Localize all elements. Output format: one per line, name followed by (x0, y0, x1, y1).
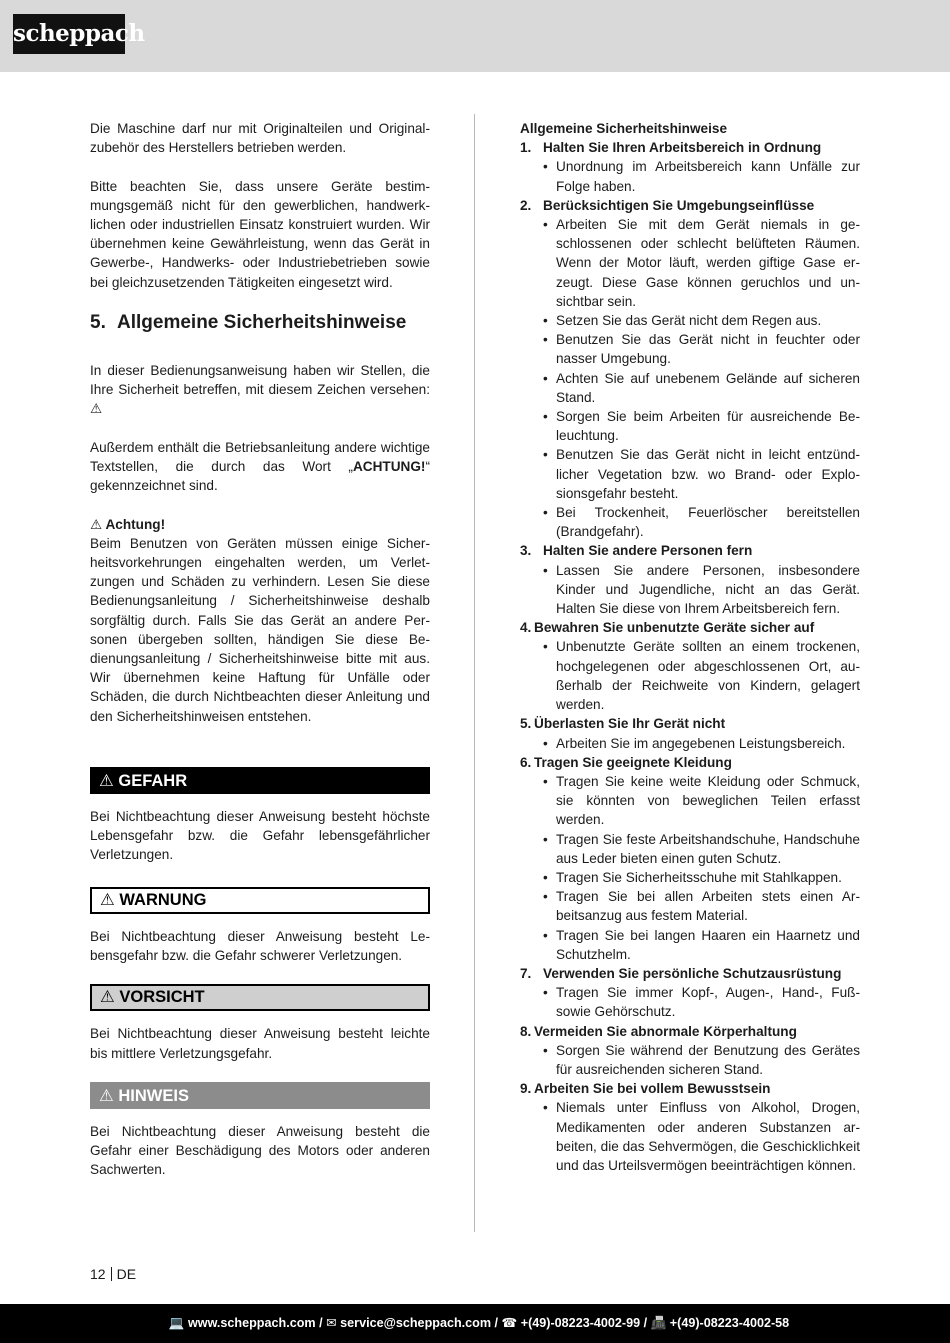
item-number: 1. (520, 140, 532, 156)
paragraph: Bitte beachten Sie, dass unsere Geräte bestimmungsgemäß nicht für den gewerblichen, handwerklichen oder industriellen Einsatz konstruiert wurden. Wir übernehmen keine Gewährleistung, wenn das Gerät in Gewerbe-, Handwerks- oder Industriebetrieben sowie bei gleichzusetzenden Tätigkeiten eingesetzt wird. (90, 178, 430, 290)
bullet-text: Tragen Sie keine weite Kleidung oder Schmuck, sie könnten von beweglichen Teilen erfasst werden. (556, 773, 860, 828)
bullet-list (520, 772, 860, 964)
list-item (543, 215, 860, 311)
list-item (543, 772, 860, 830)
bullet-text: Unordnung im Arbeitsbereich kann Unfälle zur Folge haben. (556, 159, 860, 194)
bullet-text: Unbenutzte Geräte sollten an einem trockenen, hochgelegenen oder abgeschlossenen Ort, außerhalb der Reichweite von Kindern, gelagert werden. (556, 639, 860, 713)
bullet-dot: • (543, 409, 548, 425)
numbered-item (520, 1022, 860, 1080)
right-title: Allgemeine Sicherheitshinweise (520, 121, 727, 136)
list-item (543, 637, 860, 714)
bullet-list (520, 1098, 860, 1175)
bullet-dot: • (543, 639, 548, 655)
header-band (0, 0, 950, 72)
numbered-item-heading (520, 541, 860, 560)
list-item (543, 503, 860, 541)
bullet-dot: • (543, 889, 548, 905)
item-title: Berücksichtigen Sie Umgebungseinflüsse (543, 197, 815, 213)
page-lang: DE (116, 1266, 137, 1282)
item-number: 8. (520, 1023, 532, 1039)
bullet-dot: • (543, 505, 548, 521)
numbered-item-heading (520, 618, 860, 637)
bullet-text: Tragen Sie immer Kopf-, Augen-, Hand-, Fußsowie Gehörschutz. (556, 985, 860, 1020)
list-item (543, 926, 860, 964)
bullet-list (520, 637, 860, 714)
list-item (543, 407, 860, 445)
numbered-item (520, 1079, 860, 1175)
bullet-list (520, 561, 860, 619)
paragraph: Bei Nichtbeachtung dieser Anweisung besteht leichte bis mittlere Verletzungsgefahr. (90, 1026, 430, 1061)
list-item (543, 157, 860, 195)
bullet-text: Tragen Sie bei langen Haaren ein Haarnetz und Schutzhelm. (556, 927, 860, 962)
item-title: Tragen Sie geeignete Kleidung (534, 754, 732, 770)
bullet-text: Benutzen Sie das Gerät nicht in feuchter oder nasser Umgebung. (556, 332, 860, 367)
list-item (543, 561, 860, 619)
warnung-box: ⚠ WARNUNG (90, 887, 430, 914)
paragraph: Bei Nichtbeachtung dieser Anweisung besteht Lebensgefahr bzw. die Gefahr schwerer Verletzungen. (90, 928, 430, 964)
list-item (543, 330, 860, 368)
numbered-item (520, 753, 860, 964)
bullet-dot: • (543, 159, 548, 175)
list-item (543, 1098, 860, 1175)
section-heading (90, 311, 430, 335)
numbered-item-heading (520, 138, 860, 157)
brand-logo: scheppach (13, 14, 125, 54)
numbered-item-heading (520, 1079, 860, 1098)
item-number: 5. (520, 716, 532, 732)
item-title: Vermeiden Sie abnormale Körperhaltung (534, 1023, 797, 1039)
bullet-list (520, 215, 860, 541)
safety-list (520, 138, 860, 1175)
footer-fax: 📠 +(49)-08223-4002-58 (650, 1316, 790, 1330)
bullet-list (520, 734, 860, 753)
numbered-item (520, 714, 860, 752)
bullet-dot: • (543, 773, 548, 789)
bullet-dot: • (543, 370, 548, 386)
numbered-item-heading (520, 714, 860, 733)
achtung-word: ACHTUNG! (352, 459, 426, 474)
item-number: 2. (520, 197, 532, 213)
bullet-dot: • (543, 831, 548, 847)
bullet-list (520, 983, 860, 1021)
item-title: Überlasten Sie Ihr Gerät nicht (534, 716, 726, 732)
bullet-text: Sorgen Sie während der Benutzung des Gerätes für ausreichenden sicheren Stand. (556, 1042, 860, 1077)
gefahr-box: ⚠ GEFAHR (90, 767, 430, 794)
list-item (543, 868, 860, 887)
bullet-text: Benutzen Sie das Gerät nicht in leicht entzündlicher Vegetation bzw. wo Brand- oder Explosionsgefahr besteht. (556, 447, 860, 501)
bullet-text: Arbeiten Sie im angegebenen Leistungsbereich. (556, 735, 846, 751)
achtung-label: ⚠ Achtung! (90, 516, 166, 532)
bullet-text: Niemals unter Einfluss von Alkohol, Drogen, Medikamenten oder anderen Substanzen arbeiten, die das Sehvermögen, die Geschicklichkeit und das Urteilsvermögen beeinträchtigen können. (556, 1100, 860, 1173)
item-number: 7. (520, 965, 532, 981)
column-divider (474, 114, 475, 1232)
vorsicht-box: ⚠ VORSICHT (90, 984, 430, 1011)
bullet-text: Tragen Sie bei allen Arbeiten stets einen Arbeitsanzug aus festem Material. (556, 889, 860, 924)
item-title: Halten Sie andere Personen fern (543, 543, 753, 559)
list-item (543, 1041, 860, 1079)
bullet-text: Lassen Sie andere Personen, insbesondere Kinder und Jugendliche, nicht an das Gerät. Halten Sie diese von Ihrem Arbeitsbereich fern. (556, 562, 860, 617)
bullet-list (520, 157, 860, 195)
bullet-dot: • (543, 447, 548, 463)
bullet-text: Arbeiten Sie mit dem Gerät niemals in geschlossenen oder schlecht belüfteten Räumen. Wenn der Motor läuft, werden giftige Gase erzeugt. Diese Gase können geruchlos und unsichtbar sein. (556, 217, 860, 309)
bullet-text: Sorgen Sie beim Arbeiten für ausreichende Beleuchtung. (556, 409, 860, 444)
bullet-dot: • (543, 869, 548, 885)
paragraph: Beim Benutzen von Geräten müssen einige Sicherheitsvorkehrungen eingehalten werden, um Verletzungen und Schäden zu verhindern. Lesen Sie diese Bedienungsanleitung / Sicherheitshinweise deshalb sorgfältig durch. Falls Sie das Gerät an andere Personen übergeben sollten, händigen Sie diese Bedienungsanleitung / Sicherheitshinweise bitte mit aus. Wir übernehmen keine Haftung für Unfälle oder Schäden, die durch Nichtbeachten dieser Anleitung und den Sicherheitshinweisen entstehen. (90, 535, 430, 724)
numbered-item (520, 138, 860, 196)
numbered-item-heading (520, 753, 860, 772)
list-item (543, 445, 860, 503)
right-column (520, 119, 860, 1175)
bullet-text: Bei Trockenheit, Feuerlöscher bereitstellen (Brandgefahr). (556, 505, 860, 540)
paragraph: Die Maschine darf nur mit Originalteilen und Originalzubehör des Herstellers betrieben werden. (90, 121, 430, 156)
list-item (543, 369, 860, 407)
list-item (543, 311, 860, 330)
paragraph: Bei Nichtbeachtung dieser Anweisung besteht die Gefahr einer Beschädigung des Motors oder anderen Sachwerten. (90, 1124, 430, 1178)
item-number: 6. (520, 754, 532, 770)
item-title: Halten Sie Ihren Arbeitsbereich in Ordnung (543, 140, 822, 156)
numbered-item (520, 618, 860, 714)
bullet-dot: • (543, 985, 548, 1001)
bullet-text: Tragen Sie Sicherheitsschuhe mit Stahlkappen. (556, 869, 842, 885)
section-number: 5. (90, 312, 106, 333)
page-number-value: 12 (90, 1266, 106, 1282)
page-number (90, 1265, 136, 1283)
footer-phone: ☎ +(49)-08223-4002-99 / (501, 1316, 648, 1330)
bullet-dot: • (543, 1042, 548, 1058)
list-item (543, 830, 860, 868)
list-item (543, 734, 860, 753)
paragraph: In dieser Bedienungsanweisung haben wir Stellen, die Ihre Sicherheit betreffen, mit diesem Zeichen versehen: ⚠ (90, 363, 430, 417)
numbered-item (520, 541, 860, 618)
bullet-dot: • (543, 217, 548, 233)
bullet-dot: • (543, 735, 548, 751)
bullet-text: Setzen Sie das Gerät nicht dem Regen aus. (556, 313, 822, 329)
section-title: Allgemeine Sicherheitshinweise (117, 312, 407, 333)
footer-email[interactable]: ✉ service@scheppach.com / (326, 1316, 499, 1330)
bullet-dot: • (543, 332, 548, 348)
bullet-text: Tragen Sie feste Arbeitshandschuhe, Handschuhe aus Leder bieten einen guten Schutz. (556, 831, 860, 866)
numbered-item (520, 964, 860, 1022)
numbered-item-heading (520, 964, 860, 983)
numbered-item-heading (520, 196, 860, 215)
footer-band (0, 1304, 950, 1343)
list-item (543, 887, 860, 925)
bullet-dot: • (543, 562, 548, 578)
hinweis-box: ⚠ HINWEIS (90, 1082, 430, 1109)
bullet-dot: • (543, 1100, 548, 1116)
paragraph: Außerdem enthält die Betriebsanleitung andere wichtige Textstellen, die durch das Wort „ACHTUNG!“ gekennzeichnet sind. (90, 439, 430, 494)
bullet-dot: • (543, 927, 548, 943)
bullet-dot: • (543, 313, 548, 329)
item-number: 9. (520, 1081, 532, 1097)
left-column (90, 119, 430, 1199)
numbered-item-heading (520, 1022, 860, 1041)
list-item (543, 983, 860, 1021)
bullet-text: Achten Sie auf unebenem Gelände auf sicheren Stand. (556, 370, 860, 405)
item-title: Bewahren Sie unbenutzte Geräte sicher auf (534, 620, 815, 636)
item-title: Arbeiten Sie bei vollem Bewusstsein (534, 1081, 771, 1097)
item-title: Verwenden Sie persönliche Schutzausrüstung (543, 965, 842, 981)
item-number: 4. (520, 620, 532, 636)
footer-web[interactable]: 💻 www.scheppach.com / (168, 1316, 323, 1330)
bullet-list (520, 1041, 860, 1079)
paragraph: Bei Nichtbeachtung dieser Anweisung besteht höchste Lebensgefahr bzw. die Gefahr lebensgefährlicher Verletzungen. (90, 809, 430, 863)
item-number: 3. (520, 543, 532, 559)
numbered-item (520, 196, 860, 542)
